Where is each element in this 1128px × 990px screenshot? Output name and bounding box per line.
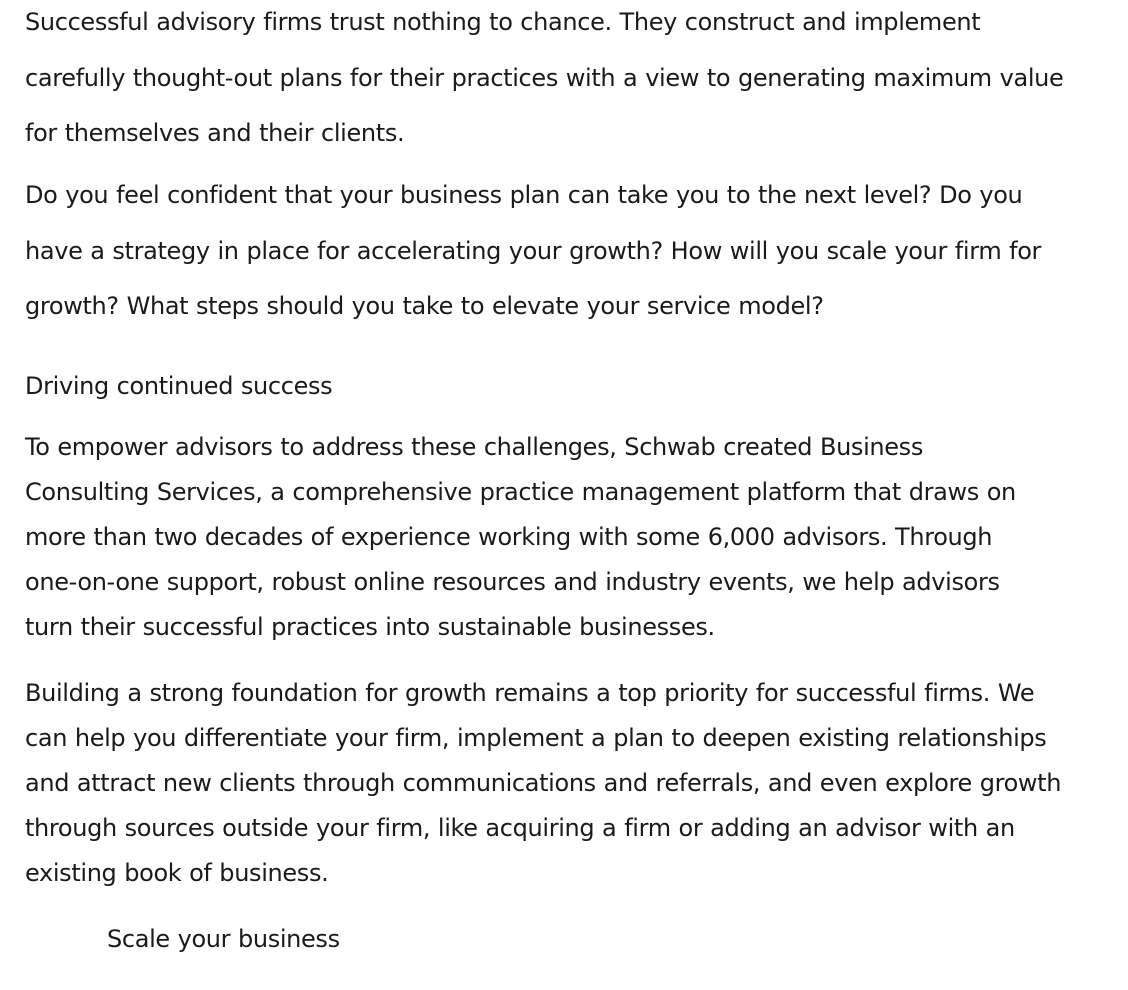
intro-paragraph <box>25 0 1063 167</box>
section-heading-driving-success <box>25 364 332 409</box>
text-line: and attract new clients through communications and referrals, and even explore growth <box>25 769 1062 797</box>
text-line: Do you feel confident that your business plan can take you to the next level? Do you <box>25 181 1023 209</box>
text-line: for themselves and their clients. <box>25 119 405 147</box>
text-line: one-on-one support, robust online resources and industry events, we help advisors <box>25 568 1000 596</box>
text-line: have a strategy in place for accelerating your growth? How will you scale your firm for <box>25 236 1042 265</box>
heading-text: Scale your business <box>107 925 340 953</box>
text-line: more than two decades of experience working with some 6,000 advisors. Through <box>25 523 993 551</box>
text-line: Successful advisory firms trust nothing to chance. They construct and implement <box>25 8 981 36</box>
text-line: through sources outside your firm, like acquiring a firm or adding an advisor with an <box>25 814 1015 842</box>
heading-text: Driving continued success <box>25 372 333 400</box>
section-heading-scale-business <box>107 917 340 962</box>
questions-paragraph <box>25 173 1041 340</box>
text-line: existing book of business. <box>25 859 329 887</box>
text-line: To empower advisors to address these challenges, Schwab created Business <box>25 433 923 461</box>
text-line: turn their successful practices into sustainable businesses. <box>25 613 715 641</box>
text-line: Building a strong foundation for growth remains a top priority for successful firms. We <box>25 679 1035 707</box>
schwab-services-paragraph <box>25 425 1016 650</box>
text-line: carefully thought-out plans for their practices with a view to generating maximum value <box>25 63 1064 92</box>
growth-foundation-paragraph <box>25 671 1061 896</box>
text-line: growth? What steps should you take to elevate your service model? <box>25 292 824 320</box>
text-line: Consulting Services, a comprehensive practice management platform that draws on <box>25 478 1016 506</box>
text-line: can help you differentiate your firm, implement a plan to deepen existing relationships <box>25 724 1047 752</box>
